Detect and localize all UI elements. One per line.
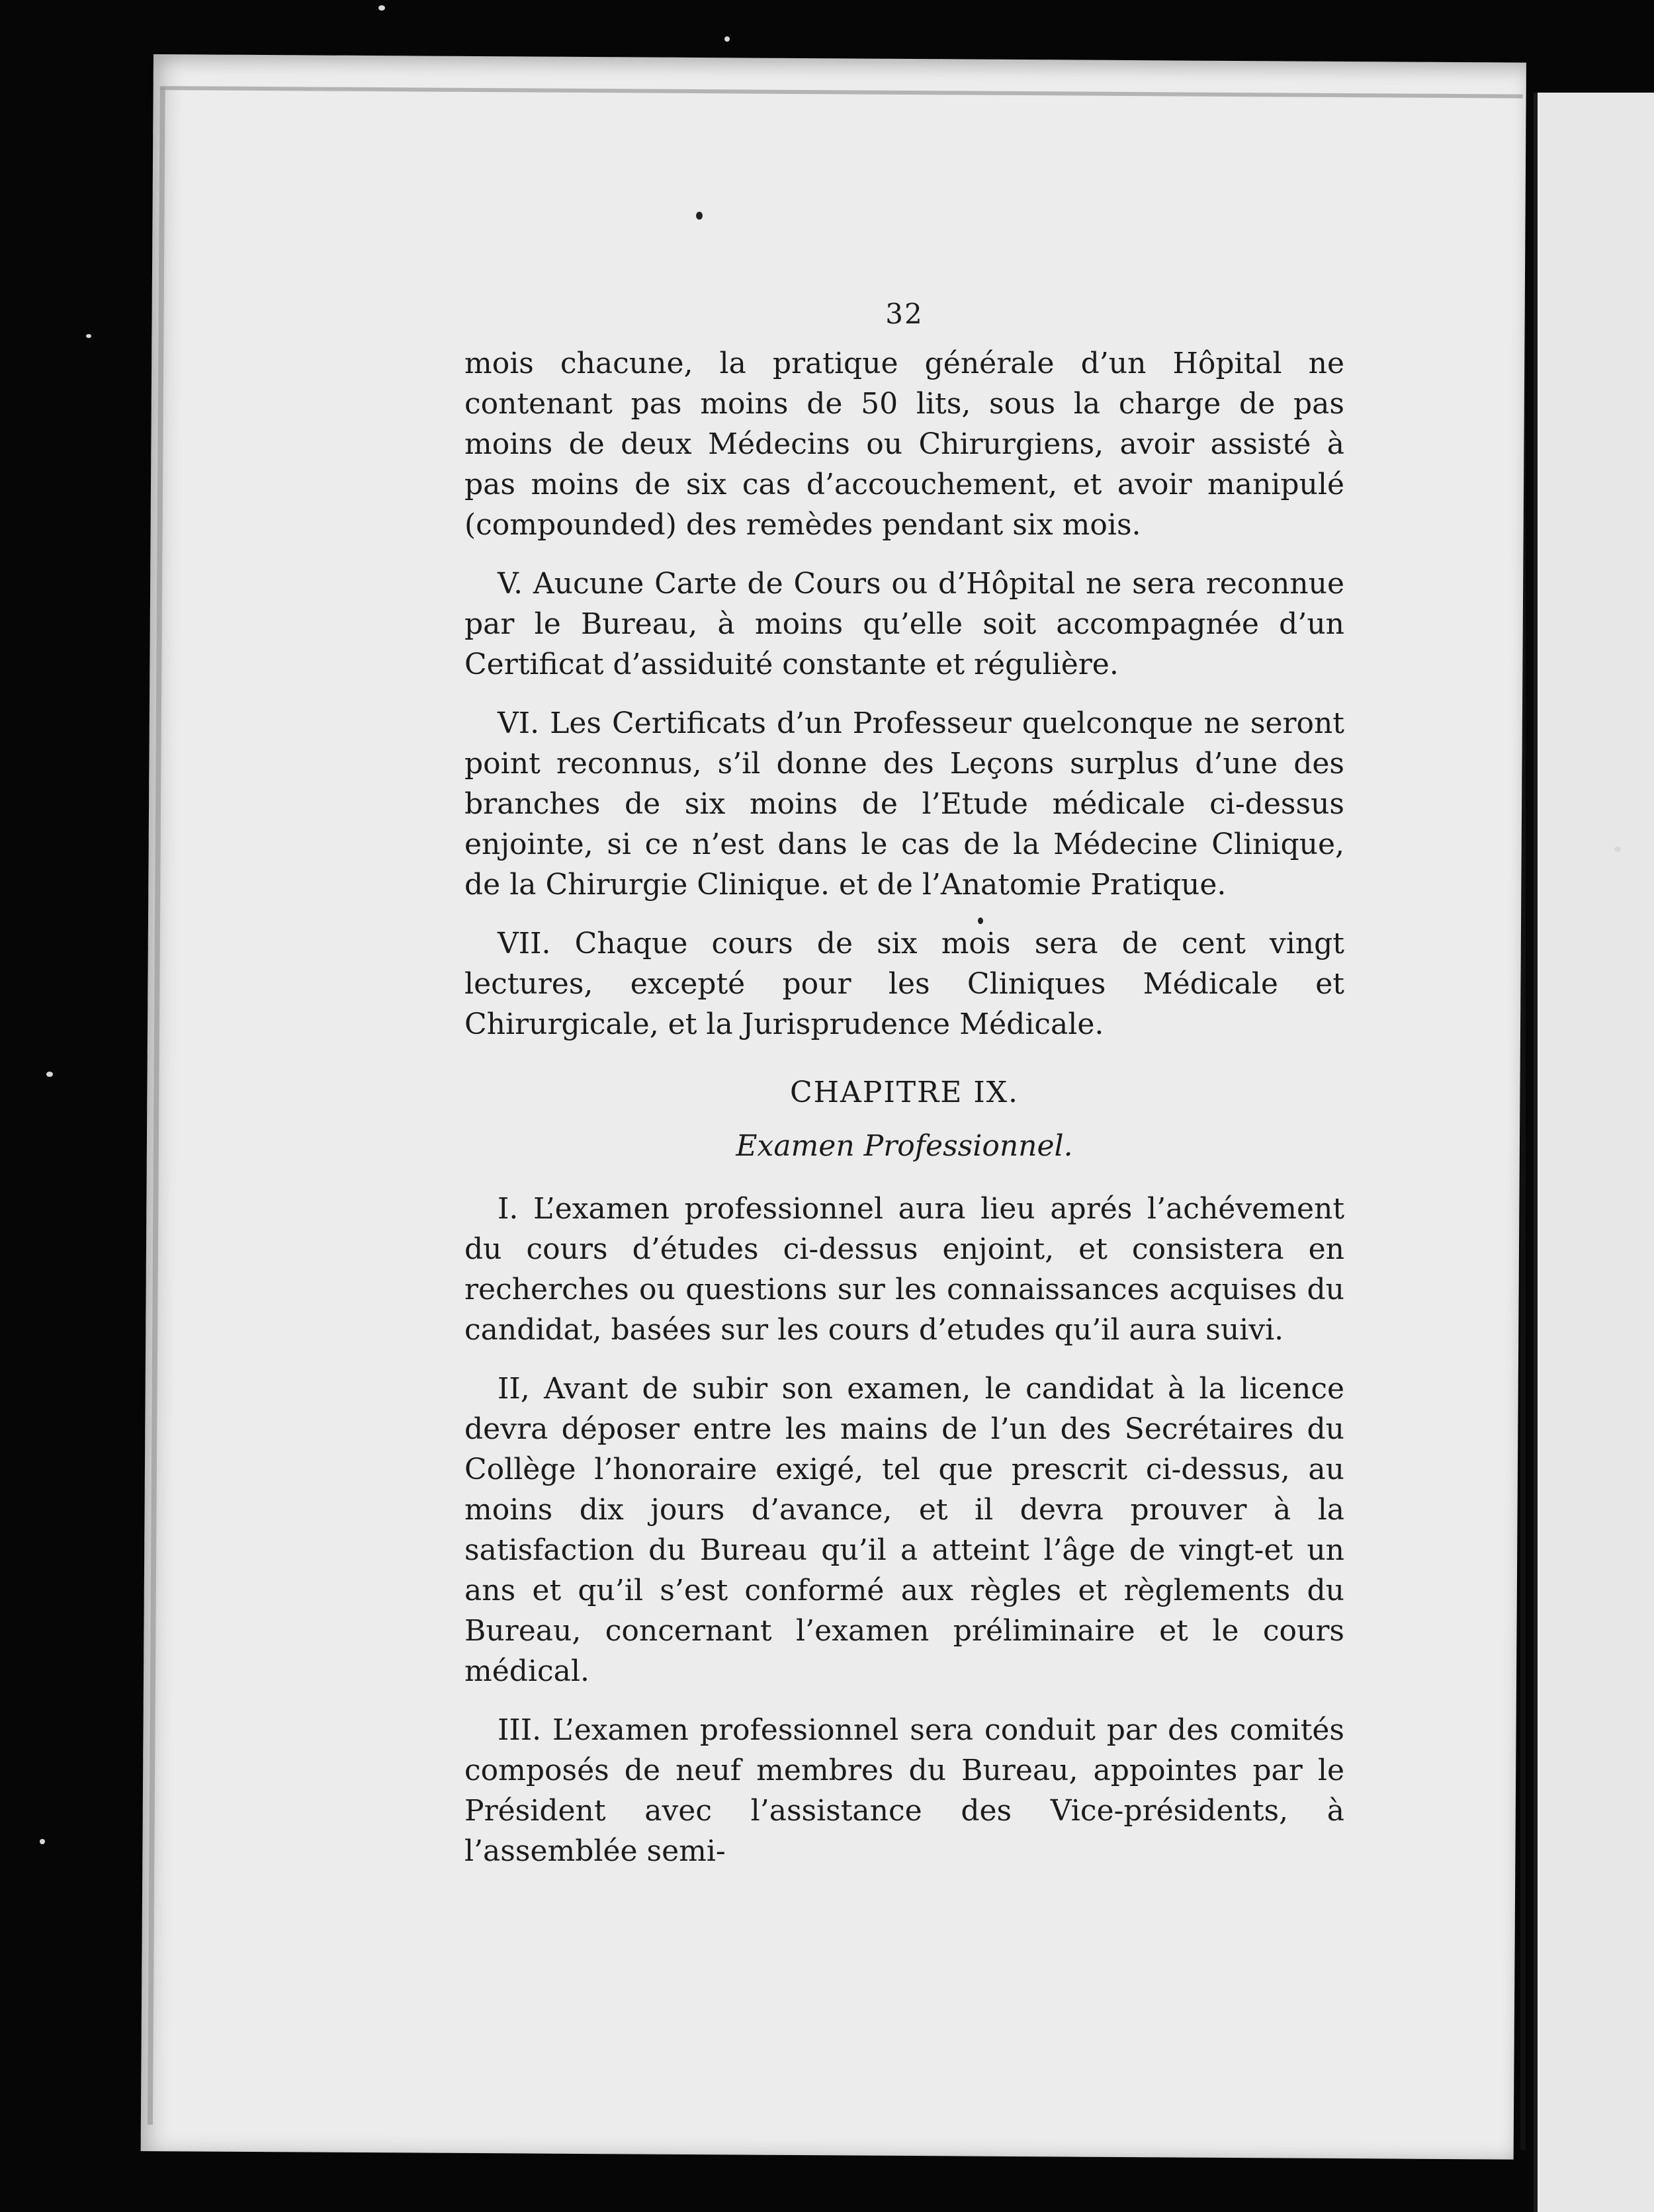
dust-speck	[378, 5, 385, 11]
facing-page	[1534, 93, 1654, 2212]
page-number: 32	[885, 298, 924, 330]
paragraph: mois chacune, la pratique générale d’un Hôpital ne contenant pas moins de 50 lits, sous la charge de pas moins de deux Médecins ou Chirurgiens, avoir assisté à pas moins de six cas d’accouchement, et avoir manipulé (compounded) des remèdes pendant six mois.	[464, 347, 1344, 542]
chapter-title: CHAPITRE IX.	[789, 1076, 1020, 1109]
chapter-subtitle: Examen Professionnel.	[736, 1129, 1073, 1163]
dust-speck	[696, 212, 703, 220]
paragraph: V. Aucune Carte de Cours ou d’Hôpital ne sera reconnue par le Bureau, à moins qu’elle soit accompagnée d’un Certificat d’assiduité constante et régulière.	[464, 567, 1344, 681]
paragraph: I. L’examen professionnel aura lieu aprés l’achévement du cours d’études ci-dessus enjoint, et consistera en recherches ou questions sur les connaissances acquises du candidat, basées sur les cours d’etudes qu’il aura suivi.	[464, 1192, 1344, 1347]
dust-speck	[724, 36, 730, 42]
paragraph: II, Avant de subir son examen, le candidat à la licence devra déposer entre les mains de l’un des Secrétaires du Collège l’honoraire exigé, tel que prescrit ci-dessus, au moins dix jours d’avance, et il devra prouver à la satisfaction du Bureau qu’il a atteint l’âge de vingt-et un ans et qu’il s’est conformé aux règles et règlements du Bureau, concernant l’examen préliminaire et le cours médical.	[464, 1372, 1344, 1688]
page-top-edge	[160, 86, 1523, 99]
paragraph: VI. Les Certificats d’un Professeur quelconque ne seront point reconnus, s’il donne des Leçons surplus d’une des branches de six moins de l’Etude médicale ci-dessus enjointe, si ce n’est dans le cas de la Médecine Clinique, de la Chirurgie Clinique. et de l’Anatomie Pratique.	[464, 706, 1344, 902]
paragraph: VII. Chaque cours de six mois sera de cent vingt lectures, excepté pour les Cliniques Médicale et Chirurgicale, et la Jurisprudence Médicale.	[464, 927, 1344, 1041]
dust-speck	[40, 1839, 45, 1844]
paragraph: III. L’examen professionnel sera conduit par des comités composés de neuf membres du Bureau, appointes par le Président avec l’assistance des Vice-présidents, à l’assemblée semi-	[464, 1713, 1344, 1868]
dust-speck	[1614, 847, 1621, 852]
dust-speck	[46, 1072, 53, 1077]
page-text	[464, 294, 1344, 1890]
dust-speck	[86, 334, 91, 338]
dust-speck	[978, 917, 983, 924]
page-inner-edge	[148, 87, 165, 2125]
